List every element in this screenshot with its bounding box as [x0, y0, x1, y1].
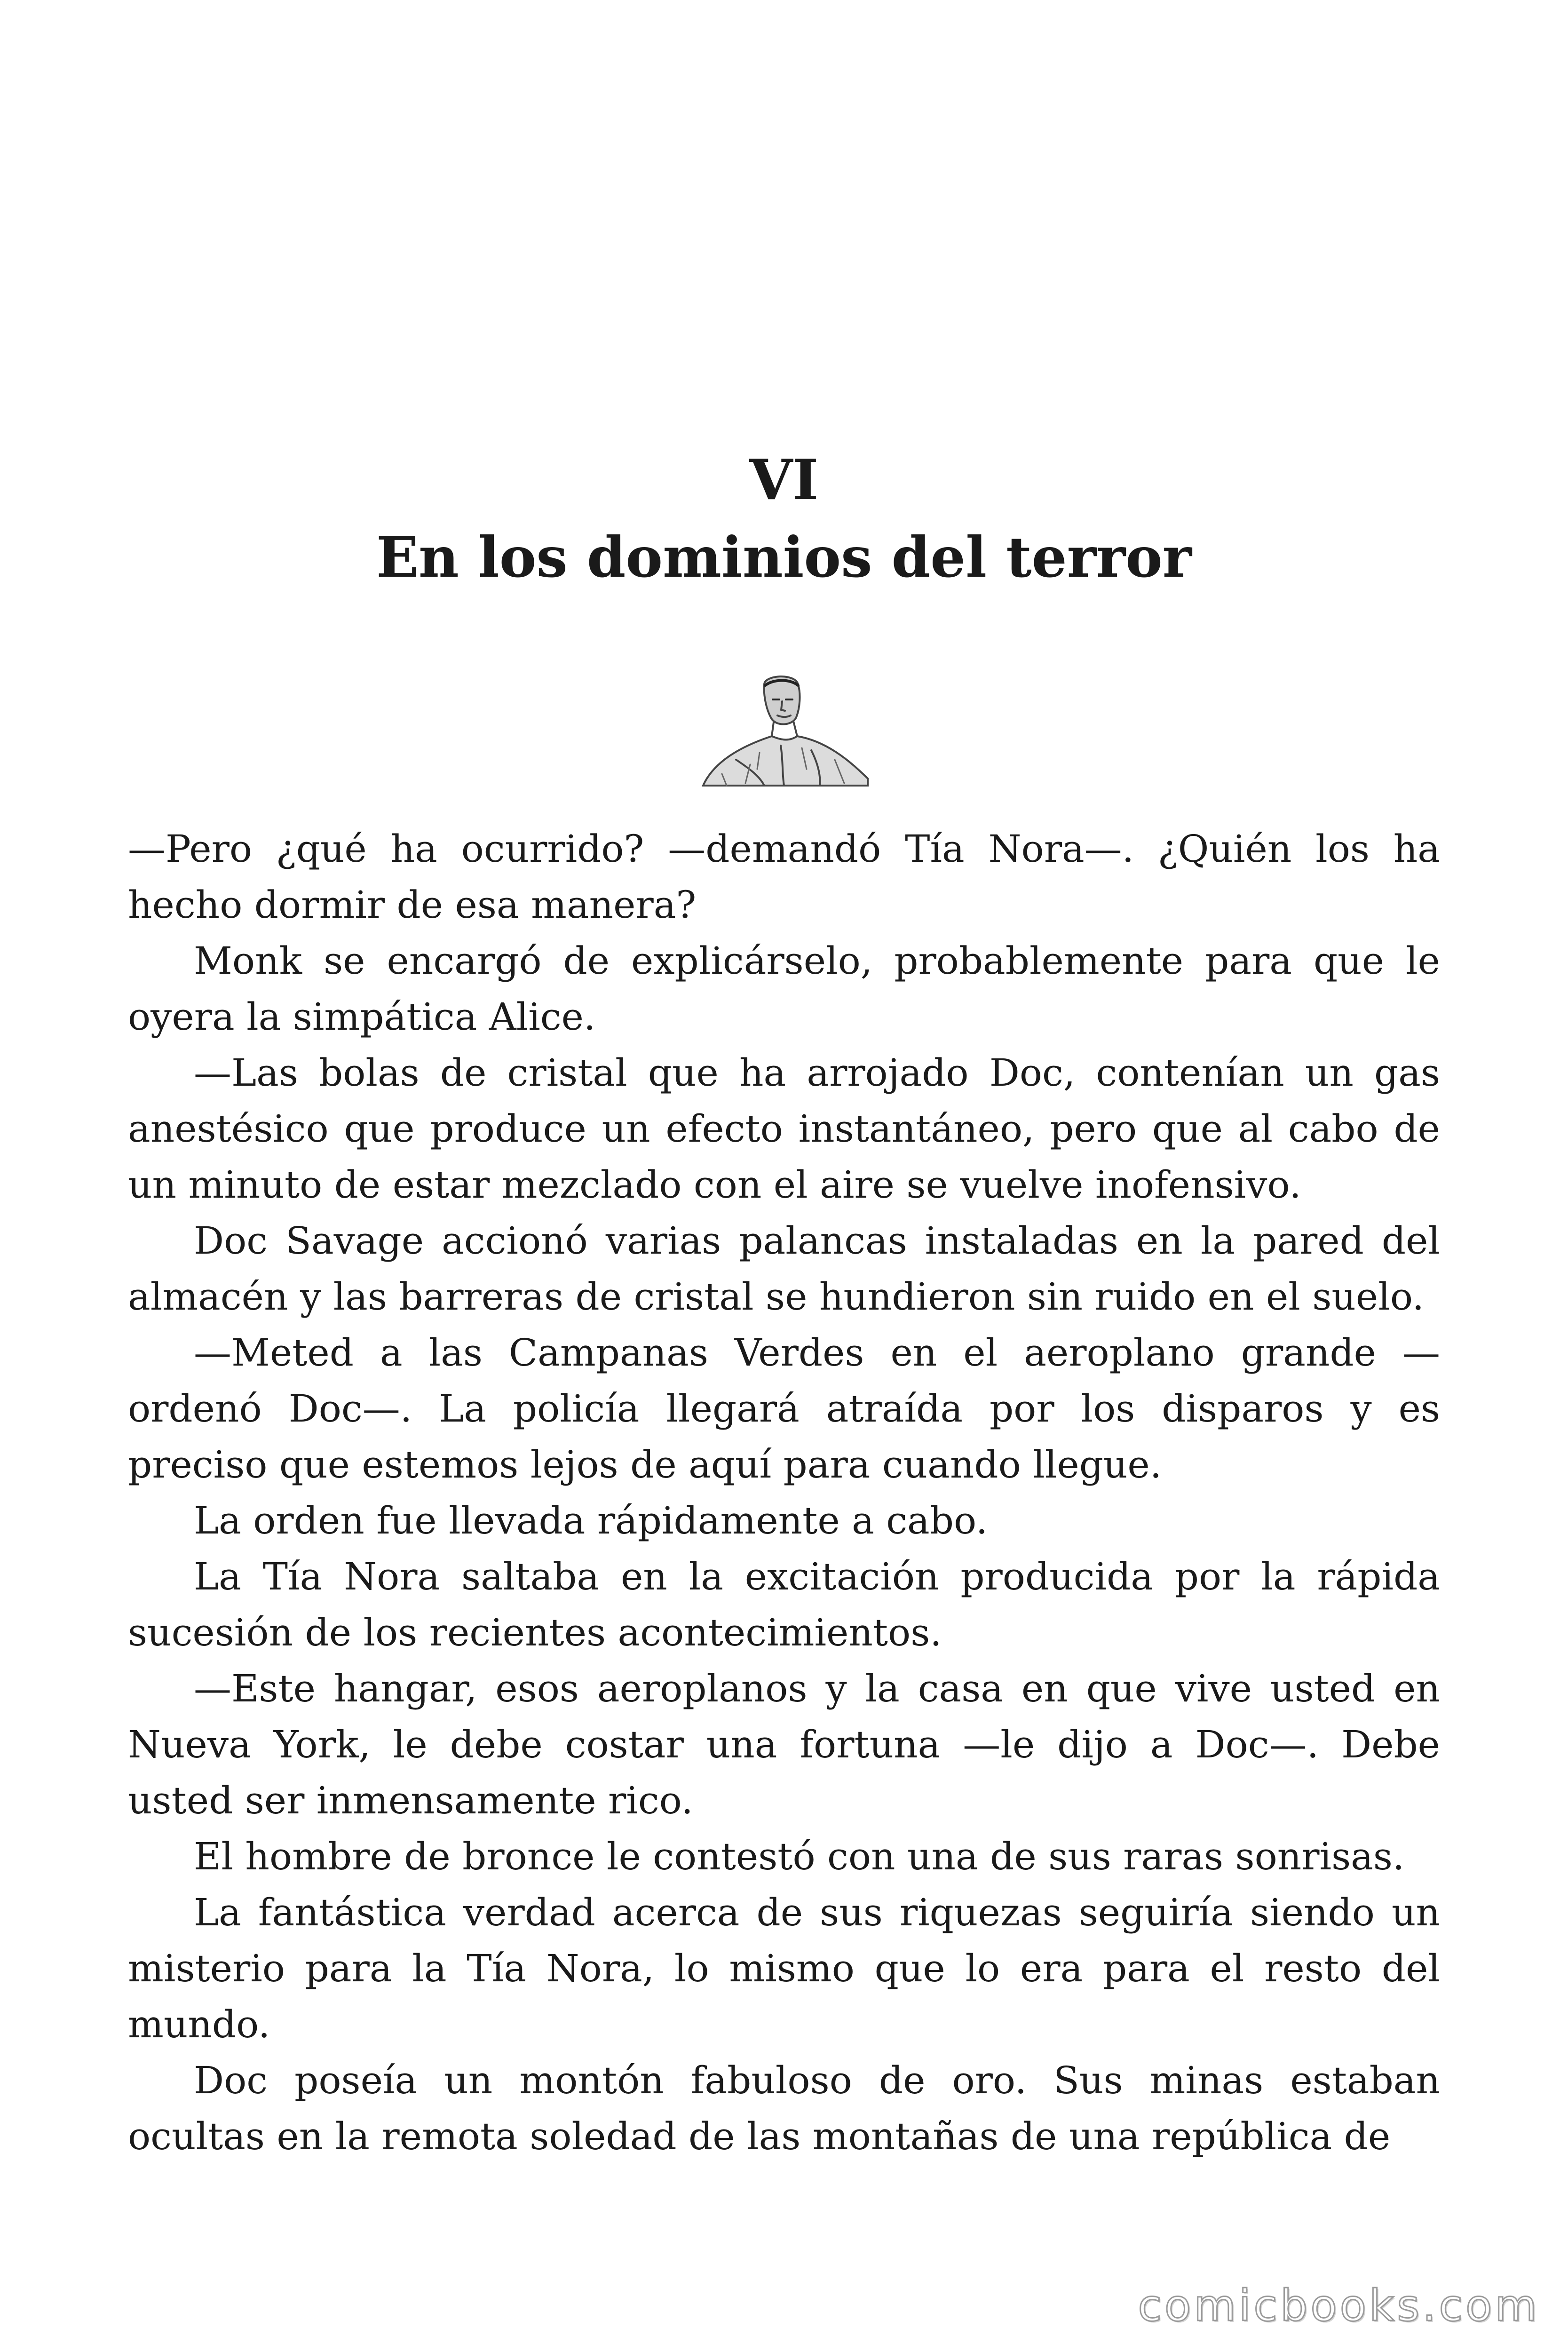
chapter-title: En los dominios del terror: [376, 524, 1192, 590]
paragraph: La Tía Nora saltaba en la excitación producida por la rápida sucesión de los recientes acontecimientos.: [128, 1555, 1440, 1654]
paragraph: El hombre de bronce le contestó con una de sus raras sonrisas.: [194, 1835, 1405, 1878]
paragraph: —Este hangar, esos aeroplanos y la casa en que vive usted en Nueva York, le debe costar una fortuna —le dijo a Doc—. Debe usted ser inmensamente rico.: [128, 1667, 1440, 1822]
doc-savage-bust-icon: [694, 670, 872, 788]
chapter-number: VI: [749, 447, 819, 512]
chapter-body: [128, 821, 1440, 2164]
paragraph: Doc poseía un montón fabuloso de oro. Sus minas estaban ocultas en la remota soledad de las montañas de una república de: [128, 2058, 1440, 2158]
paragraph: —Las bolas de cristal que ha arrojado Doc, contenían un gas anestésico que produce un efecto instantáneo, pero que al cabo de un minuto de estar mezclado con el aire se vuelve inofensivo.: [128, 1051, 1440, 1207]
paragraph: Monk se encargó de explicárselo, probablemente para que le oyera la simpática Alice.: [128, 939, 1440, 1039]
watermark: comicbooks.com: [1138, 2280, 1540, 2331]
paragraph: —Meted a las Campanas Verdes en el aeroplano grande —ordenó Doc—. La policía llegará atraída por los disparos y es preciso que estemos lejos de aquí para cuando llegue.: [128, 1331, 1440, 1486]
paragraph: La fantástica verdad acerca de sus riquezas seguiría siendo un misterio para la Tía Nora, lo mismo que lo era para el resto del mundo.: [128, 1891, 1440, 2046]
paragraph: Doc Savage accionó varias palancas instaladas en la pared del almacén y las barreras de cristal se hundieron sin ruido en el suelo.: [128, 1219, 1440, 1319]
paragraph: La orden fue llevada rápidamente a cabo.: [194, 1499, 988, 1542]
paragraph: —Pero ¿qué ha ocurrido? —demandó Tía Nora—. ¿Quién los ha hecho dormir de esa manera?: [128, 827, 1440, 927]
